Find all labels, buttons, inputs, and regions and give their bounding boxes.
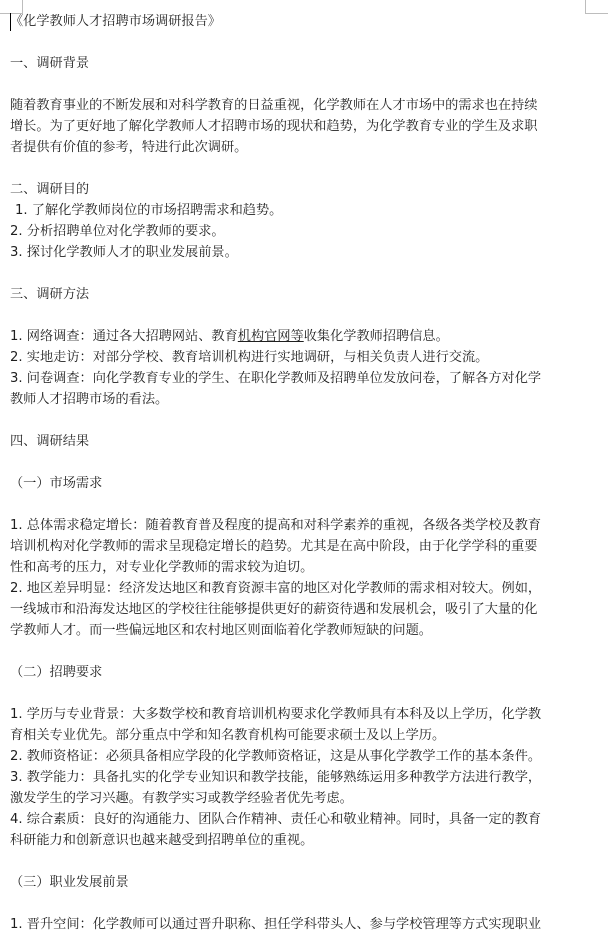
requirements-paragraph-line[interactable]: 2. 教师资格证：必须具备相应学段的化学教师资格证，这是从事化学教学工作的基本条件。 bbox=[10, 749, 542, 764]
method-item-text: 收集化学教师招聘信息。 bbox=[303, 329, 449, 344]
subsection-heading-career[interactable]: （三）职业发展前景 bbox=[10, 875, 129, 890]
demand-paragraph-line[interactable]: 1. 总体需求稳定增长：随着教育普及程度的提高和对科学素养的重视，各级各类学校及教育 bbox=[10, 518, 542, 533]
page-corner-mark-right bbox=[585, 0, 608, 14]
method-item[interactable] bbox=[10, 326, 572, 347]
requirements-paragraph-line[interactable]: 4. 综合素质：良好的沟通能力、团队合作精神、责任心和敬业精神。同时，具备一定的教育 bbox=[10, 812, 542, 827]
requirements-paragraph-line[interactable]: 3. 教学能力：具备扎实的化学专业知识和教学技能，能够熟练运用多种教学方法进行教学， bbox=[10, 770, 542, 785]
section-heading-purpose[interactable]: 二、调研目的 bbox=[10, 182, 90, 197]
requirements-paragraph-line[interactable]: 育相关专业优先。部分重点中学和知名教育机构可能要求硕士及以上学历。 bbox=[10, 728, 446, 743]
subsection-heading-requirements[interactable]: （二）招聘要求 bbox=[10, 665, 103, 680]
method-item[interactable]: 2. 实地走访：对部分学校、教育培训机构进行实地调研，与相关负责人进行交流。 bbox=[10, 350, 489, 365]
blank-line bbox=[10, 410, 572, 431]
blank-line bbox=[10, 641, 572, 662]
background-paragraph-line[interactable]: 者提供有价值的参考，特进行此次调研。 bbox=[10, 140, 248, 155]
requirements-paragraph-line[interactable]: 激发学生的学习兴趣。有教学实习或教学经验者优先考虑。 bbox=[10, 791, 353, 806]
demand-paragraph-line[interactable]: 2. 地区差异明显：经济发达地区和教育资源丰富的地区对化学教师的需求相对较大。例如， bbox=[10, 581, 542, 596]
demand-paragraph-line[interactable]: 性和高考的压力，对专业化学教师的需求较为迫切。 bbox=[10, 560, 314, 575]
method-item-text: 1. 网络调查：通过各大招聘网站、教育 bbox=[10, 329, 238, 344]
blank-line bbox=[10, 263, 572, 284]
background-paragraph-line[interactable]: 增长。为了更好地了解化学教师人才招聘市场的现状和趋势，为化学教育专业的学生及求职 bbox=[10, 119, 538, 134]
underlined-text[interactable]: 机构官网等 bbox=[237, 329, 304, 344]
blank-line bbox=[10, 893, 572, 914]
document-body[interactable] bbox=[10, 11, 572, 935]
section-heading-results[interactable]: 四、调研结果 bbox=[10, 434, 90, 449]
method-item[interactable]: 教师人才招聘市场的看法。 bbox=[10, 392, 169, 407]
blank-line bbox=[10, 851, 572, 872]
section-heading-background[interactable]: 一、调研背景 bbox=[10, 56, 90, 71]
subsection-heading-demand[interactable]: （一）市场需求 bbox=[10, 476, 103, 491]
demand-paragraph-line[interactable]: 培训机构对化学教师的需求呈现稳定增长的趋势。尤其是在高中阶段，由于化学学科的重要 bbox=[10, 539, 538, 554]
purpose-item[interactable]: 3. 探讨化学教师人才的职业发展前景。 bbox=[10, 245, 238, 260]
purpose-item[interactable]: 1. 了解化学教师岗位的市场招聘需求和趋势。 bbox=[15, 203, 283, 218]
demand-paragraph-line[interactable]: 一线城市和沿海发达地区的学校往往能够提供更好的薪资待遇和发展机会，吸引了大量的化 bbox=[10, 602, 538, 617]
blank-line bbox=[10, 305, 572, 326]
career-paragraph-line[interactable]: 1. 晋升空间：化学教师可以通过晋升职称、担任学科带头人、参与学校管理等方式实现职业 bbox=[10, 917, 542, 932]
blank-line bbox=[10, 452, 572, 473]
method-item[interactable]: 3. 问卷调查：向化学教育专业的学生、在职化学教师及招聘单位发放问卷，了解各方对化学 bbox=[10, 371, 542, 386]
requirements-paragraph-line[interactable]: 1. 学历与专业背景：大多数学校和教育培训机构要求化学教师具有本科及以上学历，化学教 bbox=[10, 707, 542, 722]
blank-line bbox=[10, 74, 572, 95]
section-heading-method[interactable]: 三、调研方法 bbox=[10, 287, 90, 302]
demand-paragraph-line[interactable]: 学教师人才。而一些偏远地区和农村地区则面临着化学教师短缺的问题。 bbox=[10, 623, 432, 638]
blank-line bbox=[10, 32, 572, 53]
blank-line bbox=[10, 683, 572, 704]
purpose-item[interactable]: 2. 分析招聘单位对化学教师的要求。 bbox=[10, 224, 225, 239]
blank-line bbox=[10, 494, 572, 515]
blank-line bbox=[10, 158, 572, 179]
background-paragraph-line[interactable]: 随着教育事业的不断发展和对科学教育的日益重视，化学教师在人才市场中的需求也在持续 bbox=[10, 98, 538, 113]
document-title[interactable]: 《化学教师人才招聘市场调研报告》 bbox=[10, 14, 221, 29]
requirements-paragraph-line[interactable]: 科研能力和创新意识也越来越受到招聘单位的重视。 bbox=[10, 833, 314, 848]
